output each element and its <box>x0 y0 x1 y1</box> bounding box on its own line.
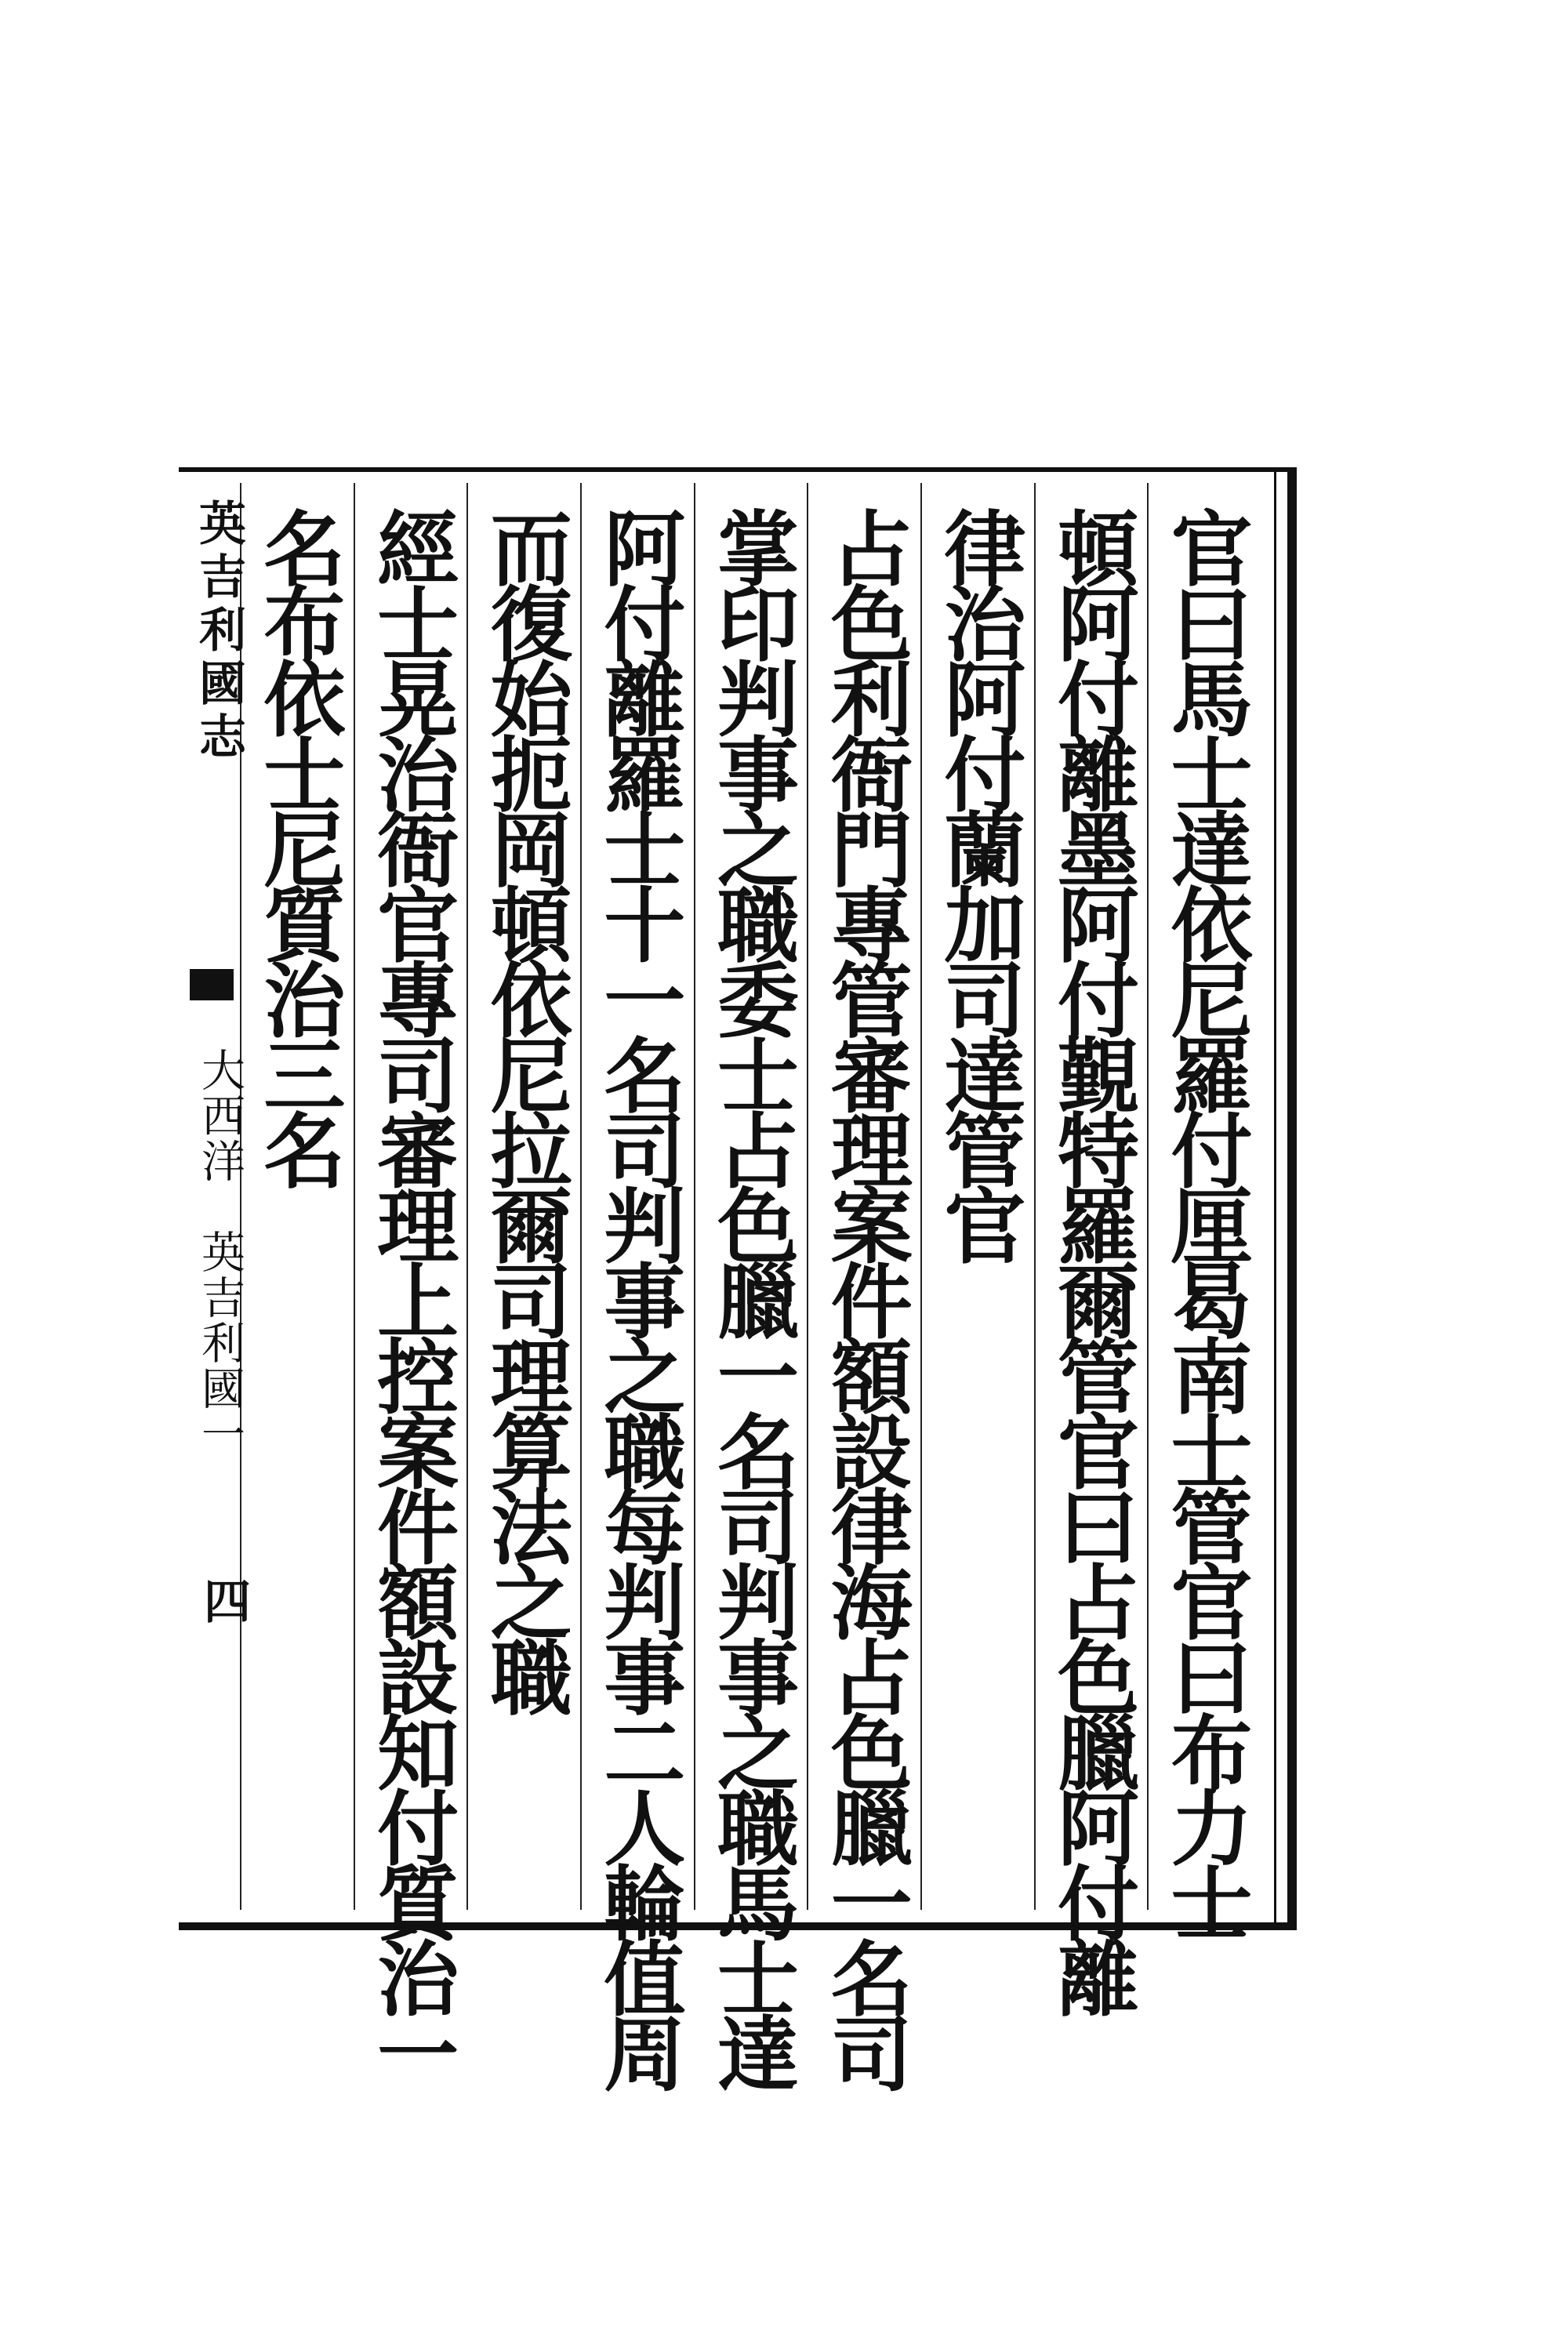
fore-edge-margin <box>179 483 251 1910</box>
column-text: 名布依士尼質治三名 <box>249 506 347 1184</box>
page-block <box>179 467 1297 2087</box>
text-column-2 <box>1034 483 1148 2012</box>
page-number: 四 <box>195 1577 251 1624</box>
top-border <box>179 467 1297 472</box>
running-head: 大西洋 英吉利國一 <box>194 1047 245 1457</box>
right-inner-rule <box>1274 472 1276 1922</box>
column-text: 官曰馬士達依尼羅付厘曷南士管官曰布力士 <box>1156 506 1254 1936</box>
column-text: 占色利衙門專管審理案件額設律海占色臘一名司 <box>816 506 913 2087</box>
text-column-5 <box>694 483 808 2087</box>
text-column-3 <box>920 483 1034 1910</box>
text-column-9 <box>240 483 354 1910</box>
book-title: 英吉利國志 <box>191 499 246 765</box>
column-text: 律治阿付蘭加司達管官 <box>930 506 1027 1259</box>
column-text: 掌印判事之職委士占色臘一名司判事之職馬士達 <box>703 506 800 2087</box>
right-border <box>1287 467 1297 1930</box>
text-column-7 <box>466 483 580 1910</box>
text-column-4 <box>807 483 920 2087</box>
text-column-1 <box>1147 483 1261 1936</box>
column-text: 經士晃治衙官專司審理上控案件額設知付質治一 <box>363 506 460 2087</box>
column-text: 頓阿付離墨阿付覲特羅爾管官曰占色臘阿付離 <box>1044 506 1141 2012</box>
fish-tail-mark <box>190 969 234 1000</box>
text-area <box>179 483 1261 2087</box>
text-column-6 <box>580 483 694 2087</box>
column-text: 而復始扼岡頓依尼拉爾司理算法之職 <box>476 506 573 1711</box>
text-column-8 <box>354 483 467 2087</box>
column-text: 阿付離羅士十一名司判事之職每判事二人輪值周 <box>590 506 687 2087</box>
